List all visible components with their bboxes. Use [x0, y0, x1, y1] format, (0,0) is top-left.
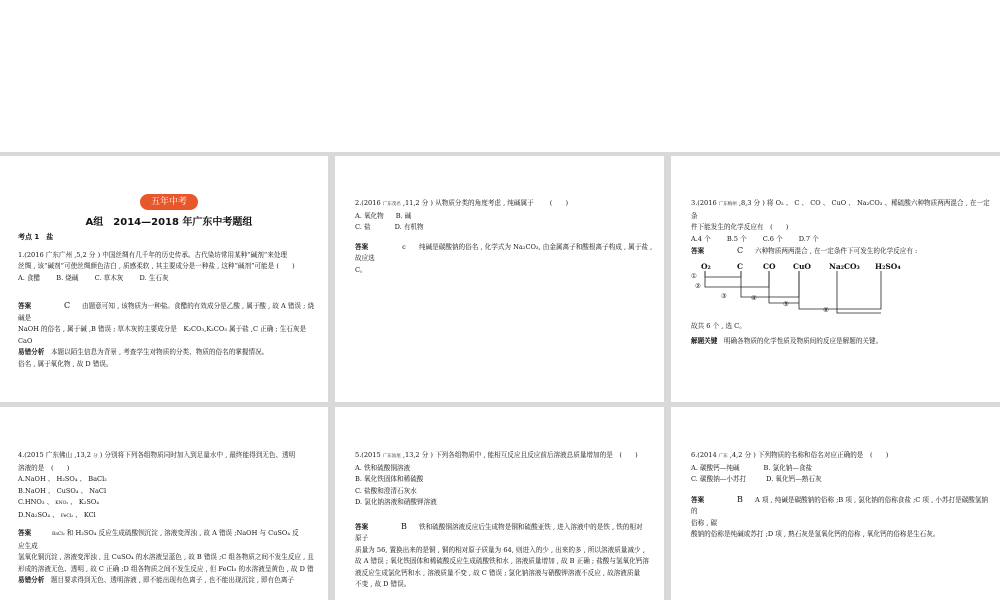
q5-option-b: B. 氧化铁固体和稀硫酸 [355, 475, 424, 483]
q4-option-c: C.HNO₃ 、 KNO₃ 、 K₂SO₄ [18, 498, 99, 506]
q1-explanation-2: 碱是 [18, 313, 32, 322]
q5-option-d: D. 氯化钠溶液和硝酸钾溶液 [355, 498, 437, 506]
q2-explanation-3: C。 [355, 265, 367, 274]
q4-option-d: D.Na₂SO₄ 、 FeCl₃ 、 KCl [18, 510, 96, 519]
slide-card-6[interactable] [671, 407, 1000, 600]
q4-explanation-1: 和 H₂SO₄ 反应生成硫酸钡沉淀 , 溶液变浑浊 , 故 A 错误 ;NaOH 与 CuSO₄ 反 [64, 529, 299, 537]
q3-explanation-2: 故共 6 个 , 选 C。 [691, 321, 746, 330]
q1-analysis-line [18, 347, 320, 359]
q3-options [691, 234, 990, 246]
q1-explanation-3: NaOH 的俗名 , 属于碱 ,B 错误 ; 草木灰的主要成分是 K₂CO₃,K₂CO₃ 属于盐 ,C 正确 ; 生石灰是 CaO [18, 325, 307, 345]
q6-answer-line [691, 494, 990, 518]
q5-explanation-1: 铁和硫酸铜溶液反应后生成物是铜和硫酸亚铁 , 进入溶液中的是铁 , 铁的相对 [419, 522, 643, 531]
q1-explanation-5: 俗名 , 属于氧化物 , 故 D 错误。 [18, 359, 113, 368]
q4-source-small: 分 [93, 454, 98, 459]
q2-options-row2 [355, 222, 654, 234]
q2-paren: ( ) [549, 199, 569, 207]
q6-answer-label: 答案 [691, 495, 705, 504]
q1-stem-line2: 丝绸 , 该“碱剂”可使丝绸颜色洁白 , 质感柔软 , 其主要成分是一种盐 , 这种“碱剂”可能是 ( ) [18, 262, 295, 270]
q1-answer-line [18, 300, 320, 313]
q3-option-d: D.7 个 [798, 234, 819, 243]
slide-card-3[interactable] [671, 156, 1000, 402]
formula-c: C [737, 261, 743, 271]
q1-answer-letter: C [63, 301, 71, 310]
q3-option-b: B.5 个 [726, 234, 747, 243]
q5-explanation-5: 液反应生成氯化钙和水 , 溶液质量不变 , 故 C 错误 ; 氯化钠溶液与硝酸钾溶液不反应 , 故溶液质量 [355, 568, 641, 577]
q3-source-small: 广东梅州 [718, 202, 737, 207]
q1-explanation-1: 由题意可知 , 该物质为一种盐。食醋的有效成分是乙酸 , 属于酸 , 故 A 错误 ; 烧 [82, 302, 315, 310]
q6-option-a: A. 碳酸钙—纯碱 [691, 463, 740, 472]
q2-options-row1 [355, 211, 654, 223]
q1-options [18, 273, 320, 285]
q3-option-c: C.6 个 [762, 234, 783, 243]
q6-option-c: C. 碳酸钠—小苏打 [691, 475, 747, 483]
q2-option-d: D. 有机物 [394, 223, 424, 231]
q3-key-line [691, 336, 990, 348]
formula-h2so4: H₂SO₄ [875, 261, 901, 271]
q2-option-c: C. 盐 [355, 223, 371, 231]
reaction-number-1: ① [691, 271, 697, 280]
q4-answer-label: 答案 [18, 529, 32, 537]
q3-answer-letter: C [736, 246, 744, 255]
q3-key-text: 明确各物质的化学性质及物质间的反应是解题的关键。 [723, 337, 883, 345]
q6-option-b: B. 氯化钠—食盐 [763, 463, 813, 472]
q4-stem: 4.(2015 广东佛山 ,13,2 分 ) 分别将下列各组物质同时加入到足量水中 , 最终能得到无色、透明 [18, 451, 296, 459]
q3-stem: 3.(2016 广东梅州 ,8,3 分 ) 将 O₂ 、 C 、 CO 、 CuO 、 Na₂CO₃ 、稀硫酸六种物质两两混合 , 在一定条 [691, 199, 990, 220]
q5-answer-line [355, 521, 654, 534]
formula-o2: O₂ [701, 261, 711, 271]
q4-answer-formula: BaCl₂ [52, 532, 65, 537]
q6-stem: 6.(2014 广东 ,4,2 分 ) 下列物质的名称和俗名对应正确的是 ( ) [691, 451, 889, 459]
section-badge: 五年中考 [140, 194, 198, 210]
q4-stem-line2: 溶液的是 ( ) [18, 463, 70, 472]
q4-explanation-3: 氢氧化铜沉淀 , 溶液变浑浊 , 且 CuSO₄ 的水溶液呈蓝色 , 故 B 错误 ;C 组各物质之间不发生反应 , 且 [18, 553, 314, 561]
q2-explanation-2: 故应选 [355, 254, 375, 262]
q4-analysis-line [18, 575, 320, 587]
q4-answer-line [18, 528, 320, 541]
q3-option-a: A.4 个 [691, 234, 711, 243]
formula-co: CO [763, 261, 776, 271]
q5-explanation-6: 不变 , 故 D 错误。 [355, 580, 411, 588]
q4-explanation-2: 应生成 [18, 541, 38, 550]
reaction-number-4: ④ [751, 293, 757, 302]
reaction-diagram [691, 261, 901, 315]
q4-option-b: B.NaOH 、 CuSO₄ 、 NaCl [18, 486, 107, 495]
q4-option-a: A.NaOH 、 H₂SO₄ 、 BaCl₂ [18, 475, 107, 483]
q5-source-small: 广东汕尾 [382, 454, 401, 459]
group-title: A组 2014—2018 年广东中考题组 [85, 217, 253, 228]
q5-answer-label: 答案 [355, 522, 369, 531]
q4-analysis-text: 题目要求得到无色、透明溶液 , 即不能出现有色离子 , 也不能出现沉淀 , 即有色离子 [50, 576, 295, 584]
slide-card-1[interactable] [0, 156, 328, 402]
q1-stem-line1: 1.(2016 广东广州 ,5,2 分 ) 中国丝绸有几千年的历史传承。古代染坊常用某种“碱剂”来处理 [18, 250, 288, 259]
q2-source-small: 广东茂名 [382, 202, 401, 207]
slide-card-2[interactable] [335, 156, 664, 402]
q2-option-a: A. 氧化物 [355, 211, 384, 220]
q6-option-d: D. 氧化钙—熟石灰 [766, 475, 822, 483]
q2-stem: 2.(2016 广东茂名 ,11,2 分 ) 从物质分类的角度考虑 , 纯碱属于 ( ) [355, 199, 569, 207]
slide-card-4[interactable] [0, 407, 328, 600]
q4-analysis-label: 易错分析 [18, 576, 45, 584]
q5-explanation-3: 质量为 56, 置换出来的是铜 , 铜的相对原子质量为 64, 则进入的少 , 出来的多 , 所以溶液质量减少 , [355, 545, 645, 554]
q1-answer-label: 答案 [18, 302, 32, 310]
q5-option-c: C. 盐酸和澄清石灰水 [355, 486, 417, 495]
formula-cuo: CuO [793, 261, 811, 271]
q3-answer-label: 答案 [691, 247, 705, 255]
reaction-number-3: ③ [721, 291, 727, 300]
q1-option-b: B. 烧碱 [56, 273, 79, 282]
reaction-number-5: ⑤ [783, 299, 789, 308]
q4-explanation-4: 形成的溶液无色、透明 , 故 C 正确 ;D 组各物质之间不发生反应 , 但 FeCl₃ 的水溶液呈黄色 , 故 D 错 [18, 564, 314, 573]
q3-key-label: 解题关键 [691, 337, 718, 345]
q5-option-a: A. 铁和硫酸铜溶液 [355, 463, 411, 472]
q2-answer-label: 答案 [355, 242, 369, 251]
q6-options-row2 [691, 474, 990, 486]
reaction-number-6: ⑥ [823, 305, 829, 314]
q6-explanation-3: 酸钠的俗称是纯碱或苏打 ;D 项 , 熟石灰是氢氧化钙的俗称 , 氧化钙的俗称是生石灰。 [691, 530, 940, 538]
q1-analysis-label: 易错分析 [18, 348, 45, 356]
q3-answer-line [691, 245, 990, 258]
q6-explanation-2: 俗称 , 碳 [691, 518, 718, 527]
q1-analysis-text: 本题以陌生信息为背景 , 考查学生对物质的分类、物质的俗名的掌握情况。 [50, 348, 269, 356]
q1-option-a: A. 食醋 [18, 273, 41, 282]
q5-explanation-2: 原子 [355, 534, 369, 542]
blank-top-area [0, 0, 1000, 152]
topic-heading: 考点 1 盐 [18, 233, 54, 241]
q5-stem: 5.(2015 广东汕尾 ,13,2 分 ) 下列各组物质中 , 能相互反应且反应前后溶液总质量增加的是 ( ) [355, 451, 638, 459]
q2-explanation-1: 纯碱是碳酸钠的俗名 , 化学式为 Na₂CO₃, 由金属离子和酸根离子构成 , 属于盐 , [419, 242, 653, 251]
formula-na2co3: Na₂CO₃ [829, 261, 860, 271]
q5-explanation-4: 故 A 错误 ; 氧化铁固体和稀硫酸反应生成硫酸铁和水 , 溶液质量增加 , 故 B 正确 ; 盐酸与氢氧化钙溶 [355, 557, 649, 565]
q2-answer-line [355, 242, 654, 254]
q5-answer-letter: B [401, 521, 407, 531]
slide-card-5[interactable] [335, 407, 664, 600]
q6-answer-letter: B [737, 494, 743, 504]
q1-option-d: D. 生石灰 [139, 273, 169, 282]
q3-explanation-1: 六种物质两两混合 , 在一定条件下可发生的化学反应有 : [755, 247, 918, 255]
q1-option-c: C. 草木灰 [94, 273, 124, 282]
q2-answer-letter: c [402, 242, 406, 251]
q6-source-small: 广东 [718, 454, 728, 459]
q2-option-b: B. 碱 [395, 211, 412, 220]
q3-stem-line2: 件下能发生的化学反应有 ( ) [691, 223, 789, 231]
reaction-number-2: ② [695, 281, 701, 290]
q6-options-row1 [691, 463, 990, 475]
q6-explanation-1: A 项 , 纯碱是碳酸钠的俗称 ;B 项 , 氯化钠的俗称食盐 ;C 项 , 小苏打是碳酸氢钠的 [691, 495, 989, 515]
